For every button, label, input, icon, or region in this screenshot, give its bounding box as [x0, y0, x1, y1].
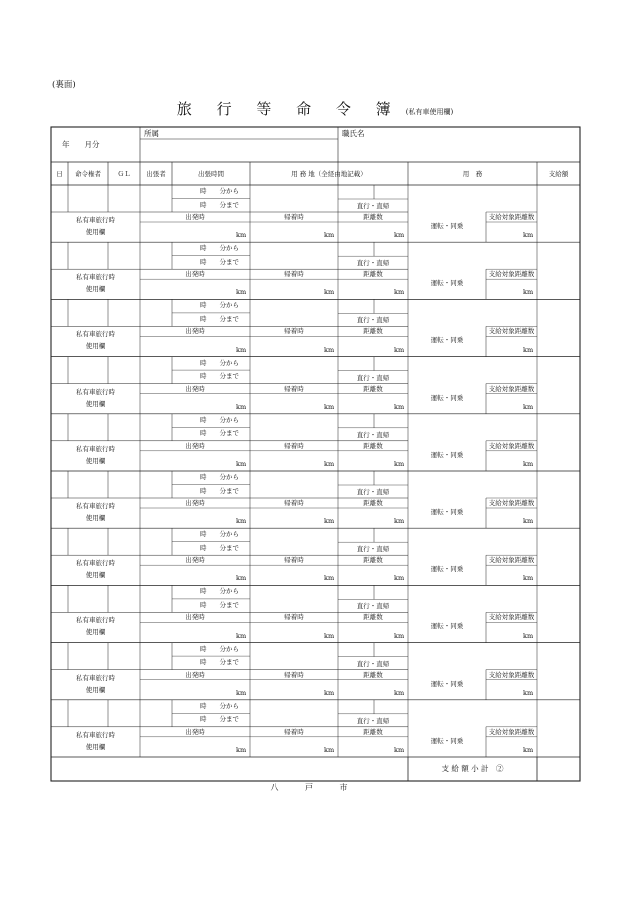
- return-label: 帰着時: [284, 670, 304, 679]
- km-unit: km: [523, 631, 534, 640]
- to-time-label: 時 分まで: [200, 600, 239, 609]
- departure-label: 出発時: [185, 441, 205, 450]
- departure-label: 出発時: [185, 613, 205, 622]
- direct-return-label: 直行・直帰: [356, 373, 390, 382]
- km-unit: km: [236, 631, 247, 640]
- subtotal-label: 支 給 額 小 計 ②: [441, 764, 504, 773]
- direct-return-label: 直行・直帰: [356, 430, 390, 439]
- km-unit: km: [236, 746, 247, 754]
- column-destination: 用 務 地（全経由地記載）: [291, 170, 367, 178]
- from-time-label: 時 分から: [200, 530, 239, 539]
- direct-return-label: 直行・直帰: [356, 716, 390, 725]
- km-unit: km: [324, 631, 335, 640]
- eligible-distance-label: 支給対象距離数: [488, 727, 535, 736]
- km-unit: km: [236, 460, 247, 468]
- eligible-distance-label: 支給対象距離数: [488, 213, 535, 221]
- back-side-label: (裏面): [52, 80, 76, 90]
- km-unit: km: [394, 574, 405, 583]
- from-time-label: 時 分から: [200, 187, 239, 195]
- column-day: 日: [56, 170, 63, 178]
- drive-ride-label: 運転・同乗: [430, 450, 464, 459]
- affiliation-label: 所属: [144, 129, 159, 138]
- eligible-distance-label: 支給対象距離数: [488, 327, 535, 336]
- to-time-label: 時 分まで: [200, 658, 239, 667]
- drive-ride-label: 運転・同乗: [430, 393, 464, 402]
- eligible-distance-label: 支給対象距離数: [488, 270, 535, 279]
- private-car-label: 使用欄: [85, 228, 106, 236]
- km-unit: km: [394, 402, 405, 411]
- drive-ride-label: 運転・同乗: [430, 508, 464, 516]
- km-unit: km: [394, 746, 405, 754]
- direct-return-label: 直行・直帰: [356, 602, 390, 611]
- from-time-label: 時 分から: [200, 358, 239, 367]
- km-unit: km: [523, 288, 534, 297]
- column-business: 用 務: [462, 170, 483, 178]
- km-unit: km: [236, 517, 247, 526]
- drive-ride-label: 運転・同乗: [430, 736, 464, 745]
- title-text: 旅 行 等 命 令 簿: [176, 100, 401, 118]
- private-car-label: 使用欄: [85, 628, 106, 637]
- km-unit: km: [394, 288, 405, 297]
- eligible-distance-label: 支給対象距離数: [488, 556, 535, 565]
- km-unit: km: [236, 345, 247, 354]
- km-unit: km: [236, 574, 247, 583]
- drive-ride-label: 運転・同乗: [430, 565, 464, 574]
- return-label: 帰着時: [284, 727, 304, 736]
- private-car-label: 私有車旅行時: [76, 330, 115, 339]
- distance-label: 距離数: [363, 270, 383, 279]
- to-time-label: 時 分まで: [200, 314, 239, 323]
- from-time-label: 時 分から: [200, 244, 239, 253]
- distance-label: 距離数: [363, 327, 383, 336]
- km-unit: km: [324, 574, 335, 583]
- km-unit: km: [394, 688, 405, 697]
- km-unit: km: [523, 402, 534, 411]
- to-time-label: 時 分まで: [200, 372, 239, 381]
- to-time-label: 時 分まで: [200, 486, 239, 495]
- drive-ride-label: 運転・同乗: [430, 336, 464, 345]
- km-unit: km: [324, 402, 335, 411]
- from-time-label: 時 分から: [200, 473, 239, 481]
- distance-label: 距離数: [363, 670, 383, 679]
- column-traveler: 出張者: [146, 170, 166, 178]
- km-unit: km: [324, 746, 335, 754]
- column-orderer: 命令権者: [75, 170, 101, 178]
- drive-ride-label: 運転・同乗: [430, 622, 464, 631]
- km-unit: km: [324, 345, 335, 354]
- direct-return-label: 直行・直帰: [356, 259, 390, 268]
- km-unit: km: [236, 402, 247, 411]
- km-unit: km: [324, 460, 335, 468]
- km-unit: km: [394, 345, 405, 354]
- km-unit: km: [523, 746, 534, 754]
- private-car-label: 私有車旅行時: [76, 616, 115, 625]
- column-payment: 支給額: [548, 170, 569, 178]
- from-time-label: 時 分から: [200, 587, 239, 596]
- to-time-label: 時 分まで: [200, 257, 239, 266]
- km-unit: km: [324, 517, 335, 526]
- private-car-label: 使用欄: [85, 342, 106, 351]
- km-unit: km: [236, 231, 247, 240]
- km-unit: km: [236, 288, 247, 297]
- departure-label: 出発時: [185, 213, 205, 221]
- from-time-label: 時 分から: [200, 301, 239, 310]
- direct-return-label: 直行・直帰: [356, 659, 390, 668]
- km-unit: km: [523, 517, 534, 526]
- distance-label: 距離数: [363, 441, 383, 450]
- departure-label: 出発時: [185, 270, 205, 279]
- return-label: 帰着時: [284, 270, 304, 279]
- km-unit: km: [394, 231, 405, 240]
- distance-label: 距離数: [363, 499, 383, 507]
- to-time-label: 時 分まで: [200, 543, 239, 552]
- departure-label: 出発時: [185, 727, 205, 736]
- km-unit: km: [394, 460, 405, 468]
- private-car-label: 私有車旅行時: [76, 273, 115, 282]
- km-unit: km: [324, 231, 335, 240]
- private-car-label: 使用欄: [85, 285, 106, 294]
- column-time: 出張時間: [198, 170, 224, 178]
- direct-return-label: 直行・直帰: [356, 488, 390, 496]
- km-unit: km: [324, 688, 335, 697]
- direct-return-label: 直行・直帰: [356, 316, 390, 325]
- year-month-label: 年 月分: [62, 140, 100, 149]
- return-label: 帰着時: [284, 441, 304, 450]
- private-car-label: 私有車旅行時: [76, 559, 115, 568]
- eligible-distance-label: 支給対象距離数: [488, 670, 535, 679]
- private-car-label: 使用欄: [85, 685, 106, 694]
- private-car-label: 私有車旅行時: [76, 387, 115, 396]
- name-label: 職氏名: [342, 129, 365, 138]
- private-car-label: 使用欄: [85, 456, 106, 465]
- distance-label: 距離数: [363, 727, 383, 736]
- departure-label: 出発時: [185, 327, 205, 336]
- distance-label: 距離数: [363, 556, 383, 565]
- private-car-label: 私有車旅行時: [76, 216, 115, 224]
- km-unit: km: [523, 574, 534, 583]
- return-label: 帰着時: [284, 499, 304, 507]
- return-label: 帰着時: [284, 213, 304, 221]
- private-car-label: 使用欄: [85, 742, 106, 751]
- return-label: 帰着時: [284, 327, 304, 336]
- distance-label: 距離数: [363, 613, 383, 622]
- title-note: (私有車使用欄): [405, 108, 454, 116]
- to-time-label: 時 分まで: [200, 429, 239, 438]
- outer-frame: [51, 127, 580, 781]
- eligible-distance-label: 支給対象距離数: [488, 384, 535, 393]
- return-label: 帰着時: [284, 613, 304, 622]
- to-time-label: 時 分まで: [200, 715, 239, 724]
- km-unit: km: [523, 345, 534, 354]
- drive-ride-label: 運転・同乗: [430, 279, 464, 288]
- private-car-label: 私有車旅行時: [76, 730, 115, 739]
- km-unit: km: [324, 288, 335, 297]
- private-car-label: 使用欄: [85, 399, 106, 408]
- drive-ride-label: 運転・同乗: [430, 222, 464, 230]
- to-time-label: 時 分まで: [200, 200, 239, 209]
- private-car-label: 私有車旅行時: [76, 502, 115, 510]
- direct-return-label: 直行・直帰: [356, 202, 390, 210]
- column-gl: ＧＬ: [117, 170, 131, 178]
- city-name: 八 戸 市: [270, 783, 360, 792]
- private-car-label: 使用欄: [85, 514, 106, 522]
- from-time-label: 時 分から: [200, 415, 239, 424]
- direct-return-label: 直行・直帰: [356, 545, 390, 554]
- private-car-label: 私有車旅行時: [76, 673, 115, 682]
- km-unit: km: [523, 688, 534, 697]
- from-time-label: 時 分から: [200, 701, 239, 710]
- from-time-label: 時 分から: [200, 644, 239, 653]
- private-car-label: 私有車旅行時: [76, 444, 115, 453]
- departure-label: 出発時: [185, 556, 205, 565]
- km-unit: km: [236, 688, 247, 697]
- private-car-label: 使用欄: [85, 571, 106, 580]
- km-unit: km: [394, 631, 405, 640]
- departure-label: 出発時: [185, 670, 205, 679]
- km-unit: km: [523, 460, 534, 468]
- return-label: 帰着時: [284, 556, 304, 565]
- departure-label: 出発時: [185, 499, 205, 507]
- eligible-distance-label: 支給対象距離数: [488, 613, 535, 622]
- drive-ride-label: 運転・同乗: [430, 679, 464, 688]
- distance-label: 距離数: [363, 213, 383, 221]
- km-unit: km: [523, 231, 534, 240]
- distance-label: 距離数: [363, 384, 383, 393]
- return-label: 帰着時: [284, 384, 304, 393]
- km-unit: km: [394, 517, 405, 526]
- eligible-distance-label: 支給対象距離数: [488, 499, 535, 507]
- eligible-distance-label: 支給対象距離数: [488, 441, 535, 450]
- departure-label: 出発時: [185, 384, 205, 393]
